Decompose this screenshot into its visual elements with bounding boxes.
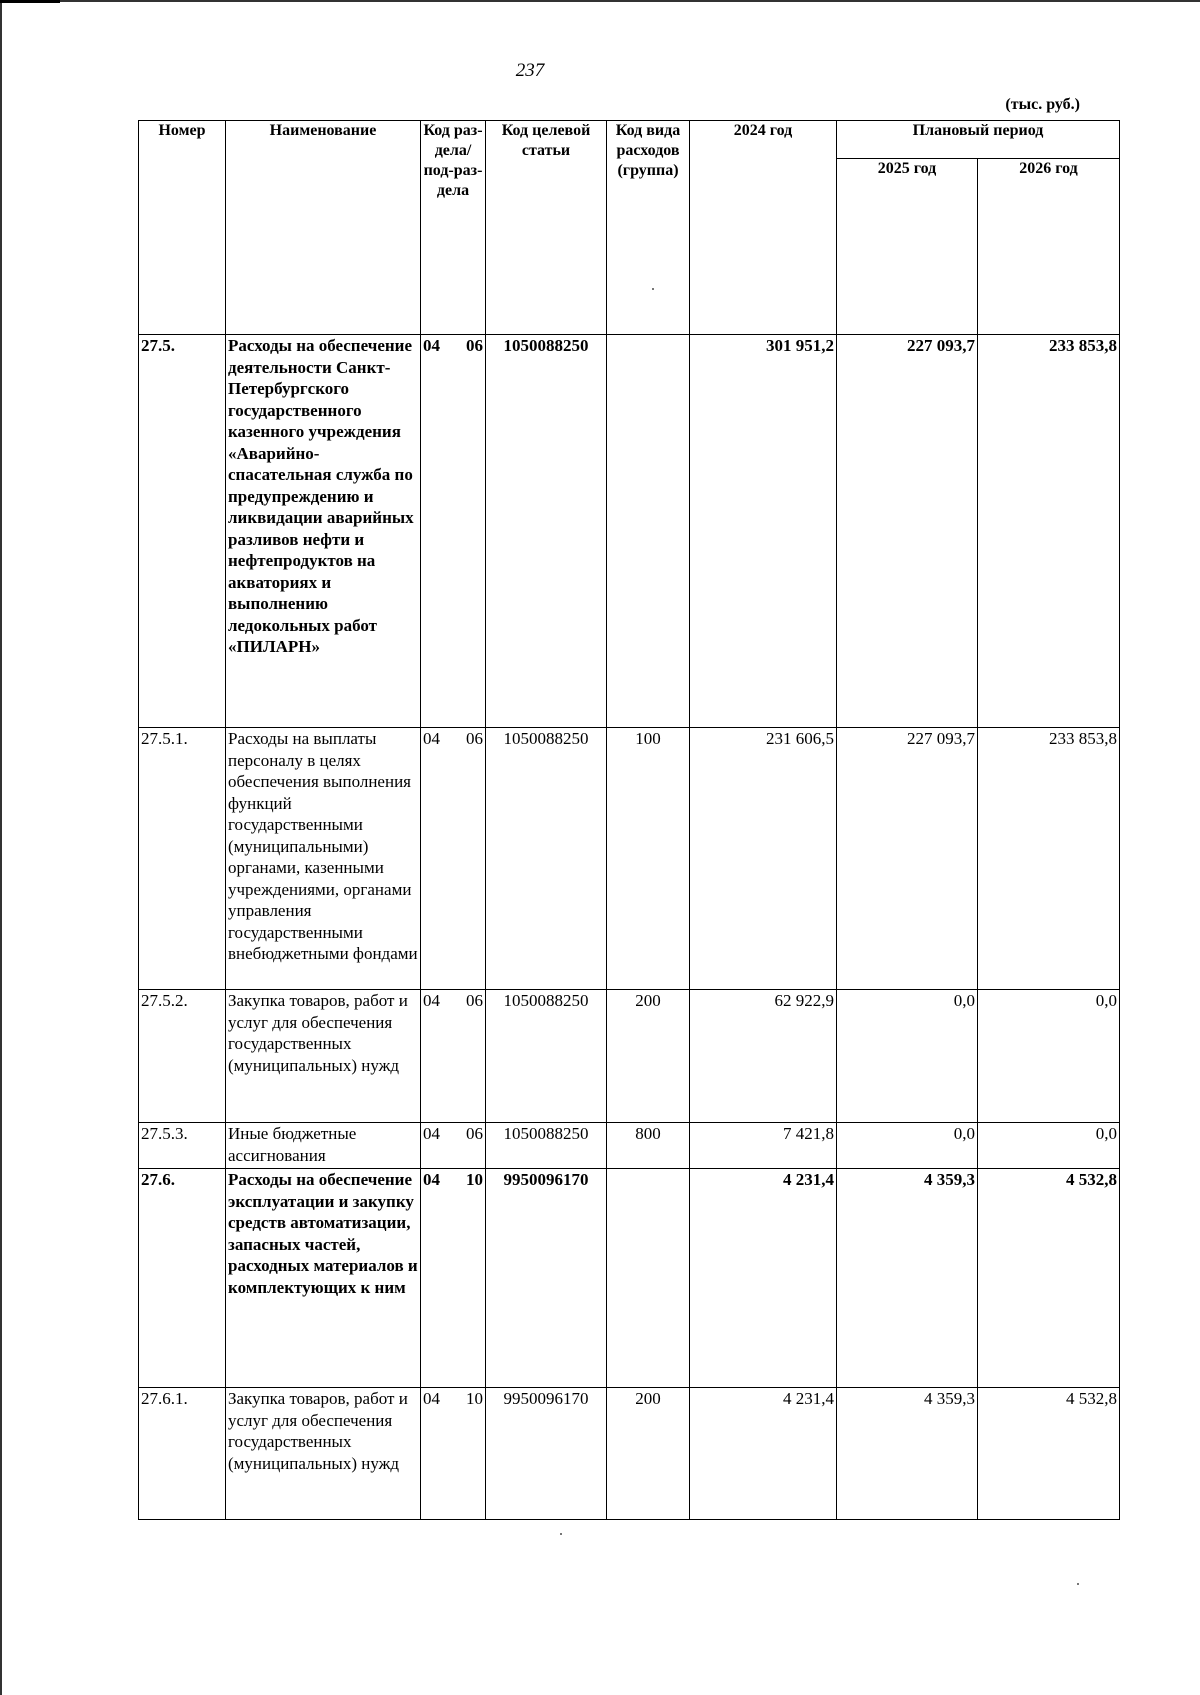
budget-table xyxy=(138,120,1120,1520)
cell-2024: 7 421,8 xyxy=(690,1123,837,1169)
cell-section-code xyxy=(421,1169,486,1388)
cell-name: Расходы на обеспечение деятельности Санкт-Петербургского государственного казенного учреждения «Аварийно-спасательная служба по предупреждению и ликвидации аварийных разливов нефти и нефтепродуктов на акваториях и выполнению ледокольных работ «ПИЛАРН» xyxy=(226,335,421,728)
cell-target-code: 1050088250 xyxy=(486,990,607,1123)
cell-target-code: 1050088250 xyxy=(486,335,607,728)
header-year-2026: 2026 год xyxy=(978,159,1120,335)
cell-section-code xyxy=(421,335,486,728)
cell-2024: 4 231,4 xyxy=(690,1169,837,1388)
cell-2025: 227 093,7 xyxy=(837,335,978,728)
cell-2025: 4 359,3 xyxy=(837,1169,978,1388)
header-name: Наименование xyxy=(226,121,421,335)
scan-border-corner xyxy=(0,0,60,3)
cell-expense-type: 800 xyxy=(607,1123,690,1169)
cell-2025: 4 359,3 xyxy=(837,1388,978,1520)
cell-2026: 4 532,8 xyxy=(978,1388,1120,1520)
cell-name: Закупка товаров, работ и услуг для обеспечения государственных (муниципальных) нужд xyxy=(226,990,421,1123)
table-row xyxy=(139,990,1120,1123)
section-code: 04 xyxy=(423,1170,440,1189)
subsection-code: 10 xyxy=(466,1389,483,1408)
cell-section-code xyxy=(421,990,486,1123)
scan-speck xyxy=(652,288,654,290)
cell-2024: 231 606,5 xyxy=(690,728,837,990)
cell-name: Иные бюджетные ассигнования xyxy=(226,1123,421,1169)
header-number: Номер xyxy=(139,121,226,335)
cell-2026: 0,0 xyxy=(978,1123,1120,1169)
cell-target-code: 1050088250 xyxy=(486,728,607,990)
section-code: 04 xyxy=(423,1124,440,1143)
header-section-code: Код раз-дела/ под-раз-дела xyxy=(421,121,486,335)
table-row xyxy=(139,1169,1120,1388)
table-row xyxy=(139,1388,1120,1520)
scan-border-top xyxy=(0,0,1200,2)
section-code: 04 xyxy=(423,729,440,748)
page-number: 237 xyxy=(515,60,545,81)
cell-2024: 4 231,4 xyxy=(690,1388,837,1520)
section-code: 04 xyxy=(423,1389,440,1408)
subsection-code: 06 xyxy=(466,729,483,748)
cell-expense-type: 200 xyxy=(607,1388,690,1520)
table-row xyxy=(139,1123,1120,1169)
units-label: (тыс. руб.) xyxy=(1005,96,1080,113)
cell-number: 27.5.2. xyxy=(139,990,226,1123)
cell-expense-type xyxy=(607,1169,690,1388)
subsection-code: 06 xyxy=(466,991,483,1010)
cell-2026: 233 853,8 xyxy=(978,335,1120,728)
cell-target-code: 1050088250 xyxy=(486,1123,607,1169)
scan-border-left xyxy=(0,0,2,1695)
cell-name: Закупка товаров, работ и услуг для обеспечения государственных (муниципальных) нужд xyxy=(226,1388,421,1520)
cell-section-code xyxy=(421,728,486,990)
section-code: 04 xyxy=(423,336,440,355)
header-expense-type: Код вида расходов (группа) xyxy=(607,121,690,335)
cell-target-code: 9950096170 xyxy=(486,1388,607,1520)
cell-2025: 227 093,7 xyxy=(837,728,978,990)
cell-number: 27.5. xyxy=(139,335,226,728)
cell-section-code xyxy=(421,1388,486,1520)
cell-expense-type: 100 xyxy=(607,728,690,990)
header-planning-period: Плановый период xyxy=(837,121,1120,159)
cell-2024: 301 951,2 xyxy=(690,335,837,728)
cell-section-code xyxy=(421,1123,486,1169)
table-row xyxy=(139,335,1120,728)
cell-name: Расходы на обеспечение эксплуатации и закупку средств автоматизации, запасных частей, расходных материалов и комплектующих к ним xyxy=(226,1169,421,1388)
header-year-2024: 2024 год xyxy=(690,121,837,335)
table-row xyxy=(139,728,1120,990)
cell-expense-type: 200 xyxy=(607,990,690,1123)
header-target-code: Код целевой статьи xyxy=(486,121,607,335)
cell-2026: 0,0 xyxy=(978,990,1120,1123)
cell-2025: 0,0 xyxy=(837,990,978,1123)
header-year-2025: 2025 год xyxy=(837,159,978,335)
section-code: 04 xyxy=(423,991,440,1010)
subsection-code: 10 xyxy=(466,1170,483,1189)
cell-expense-type xyxy=(607,335,690,728)
scan-speck xyxy=(1077,1583,1079,1585)
cell-2025: 0,0 xyxy=(837,1123,978,1169)
cell-number: 27.6. xyxy=(139,1169,226,1388)
cell-target-code: 9950096170 xyxy=(486,1169,607,1388)
cell-2026: 233 853,8 xyxy=(978,728,1120,990)
cell-2026: 4 532,8 xyxy=(978,1169,1120,1388)
cell-2024: 62 922,9 xyxy=(690,990,837,1123)
subsection-code: 06 xyxy=(466,1124,483,1143)
cell-number: 27.5.3. xyxy=(139,1123,226,1169)
scan-speck xyxy=(560,1533,562,1535)
cell-number: 27.5.1. xyxy=(139,728,226,990)
cell-name: Расходы на выплаты персоналу в целях обеспечения выполнения функций государственными (муниципальными) органами, казенными учреждениями, органами управления государственными внебюджетными фондами xyxy=(226,728,421,990)
subsection-code: 06 xyxy=(466,336,483,355)
cell-number: 27.6.1. xyxy=(139,1388,226,1520)
